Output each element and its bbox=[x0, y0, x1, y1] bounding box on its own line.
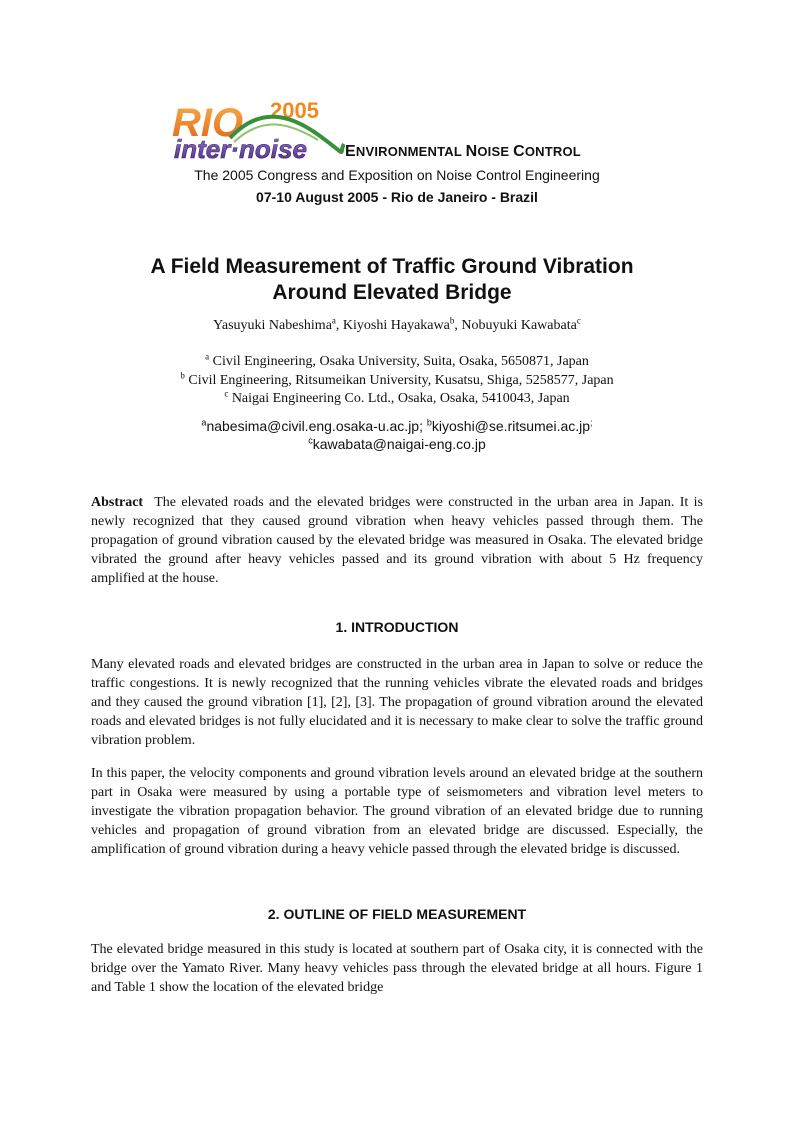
outline-paragraph-1: The elevated bridge measured in this study is located at southern part of Osaka city, it is connected with the bridge over the Yamato River. Many heavy vehicles pass through the elevated bridge at all hours. Figure 1 and Table 1 show the location of the elevated bridge bbox=[91, 942, 703, 995]
author-name: Nobuyuki Kawabata bbox=[461, 318, 577, 333]
logo-year: 2005 bbox=[270, 98, 319, 123]
affiliation-mark: b bbox=[180, 370, 185, 381]
section-heading-outline: 2. OUTLINE OF FIELD MEASUREMENT bbox=[267, 906, 527, 922]
paper-title-line-2: Around Elevated Bridge bbox=[272, 281, 512, 304]
abstract bbox=[91, 493, 703, 588]
affiliation-mark: a bbox=[205, 351, 210, 362]
internoise-rio-2005-logo bbox=[170, 96, 345, 162]
author-separator: , bbox=[454, 318, 462, 333]
author-separator: , bbox=[335, 318, 343, 333]
affiliation-a bbox=[0, 353, 794, 371]
email-address[interactable]: kawabata@naigai-eng.co.jp bbox=[312, 436, 486, 452]
email-mark: c bbox=[308, 435, 313, 446]
affiliation-text: Civil Engineering, Ritsumeikan University, Kusatsu, Shiga, 5258577, Japan bbox=[188, 373, 614, 388]
section-heading-introduction: 1. INTRODUCTION bbox=[335, 619, 459, 635]
author-affiliation-mark: c bbox=[576, 315, 581, 326]
affiliation-text: Civil Engineering, Osaka University, Suita, Osaka, 5650871, Japan bbox=[212, 354, 589, 369]
abstract-text: The elevated roads and the elevated bridges were constructed in the urban area in Japan. It is newly recognized that they caused ground vibration when heavy vehicles passed through them. The propagation of ground vibration caused by the elevated bridge was measured in Osaka. The elevated bridge vibrated the ground after heavy vehicles passed and its ground vibration with about 5 Hz frequency amplified at the house. bbox=[91, 495, 704, 586]
conference-dates: 07-10 August 2005 - Rio de Janeiro - Brazil bbox=[256, 189, 538, 205]
email-address[interactable]: kiyoshi@se.ritsumei.ac.jp bbox=[431, 418, 591, 434]
introduction-paragraph-1: Many elevated roads and elevated bridges are constructed in the urban area in Japan to solve or reduce the traffic congestions. It is newly recognized that the running vehicles vibrate the elevated roads and bridges and they caused the ground vibration [1], [2], [3]. The propagation of ground vibration around the elevated roads and elevated bridges is not fully elucidated and it is necessary to make clear to solve the traffic ground vibration problem. bbox=[91, 657, 703, 748]
author-list bbox=[0, 315, 794, 334]
abstract-label: Abstract bbox=[91, 495, 144, 510]
email-line-1 bbox=[0, 418, 794, 434]
affiliation-c bbox=[0, 390, 794, 408]
logo-word-rio: RIO bbox=[172, 101, 244, 145]
email-separator: ; bbox=[590, 417, 593, 428]
paper-title-line-1: A Field Measurement of Traffic Ground Vibration bbox=[150, 255, 634, 278]
email-mark: b bbox=[426, 417, 432, 428]
affiliation-mark: c bbox=[224, 388, 229, 399]
conference-subtitle: The 2005 Congress and Exposition on Noise Control Engineering bbox=[194, 167, 600, 183]
email-address[interactable]: nabesima@civil.eng.osaka-u.ac.jp bbox=[206, 418, 420, 434]
author-affiliation-mark: b bbox=[449, 315, 455, 326]
author-affiliation-mark: a bbox=[331, 315, 336, 326]
introduction-paragraph-2: In this paper, the velocity components and ground vibration levels around an elevated bridge at the southern part in Osaka were measured by using a portable type of seismometers and vibration level meters to investigate the vibration propagation behavior. The ground vibration of an elevated bridge due to running vehicles and propagation of ground vibration from an elevated bridge are discussed. Especially, the amplification of ground vibration during a heavy vehicle passed through the elevated bridge is discussed. bbox=[91, 766, 703, 857]
logo-word-internoise: inter·noise bbox=[174, 134, 307, 162]
affiliation-text: Naigai Engineering Co. Ltd., Osaka, Osaka, 5410043, Japan bbox=[231, 391, 570, 406]
email-separator: ; bbox=[419, 418, 427, 434]
author-name: Kiyoshi Hayakawa bbox=[342, 318, 450, 333]
paper-title bbox=[90, 254, 694, 306]
affiliation-b bbox=[0, 372, 794, 390]
email-mark: a bbox=[201, 417, 207, 428]
conference-series-title: ENVIRONMENTAL NOISE CONTROL bbox=[345, 143, 581, 160]
author-name: Yasuyuki Nabeshima bbox=[213, 318, 332, 333]
email-line-2 bbox=[0, 436, 794, 452]
